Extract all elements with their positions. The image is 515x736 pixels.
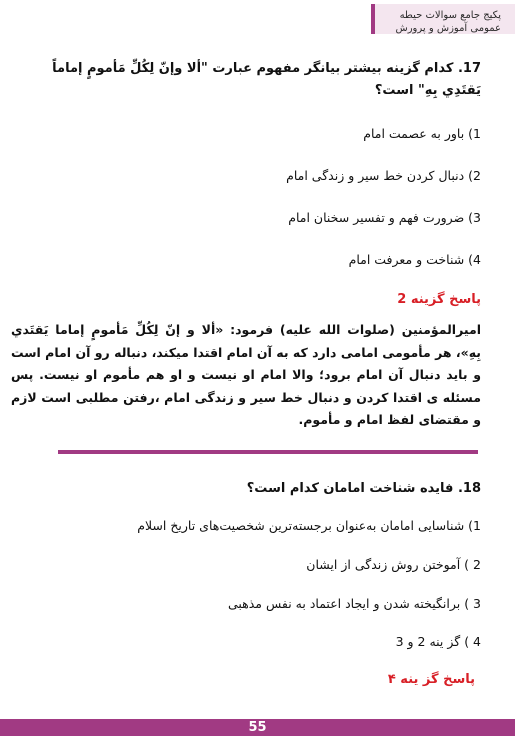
- header-title-line1: پکیج جامع سوالات حیطه: [399, 10, 501, 21]
- question-18-option-3: 3 ) برانگیخته شدن و ایجاد اعتماد به نفس مذهبی: [227, 596, 481, 611]
- question-18-option-1: 1) شناسایی امامان به‌عنوان برجسته‌ترین شخصیت‌های تاریخ اسلام: [137, 518, 481, 533]
- question-18-option-2: 2 ) آموختن روش زندگی از ایشان: [306, 557, 481, 572]
- section-divider: [58, 450, 478, 454]
- question-18-title: 18. فایده شناخت امامان کدام است؟: [246, 481, 481, 496]
- question-17-answer: پاسخ گزینه 2: [397, 292, 481, 307]
- question-17-title: 17. کدام گزینه بیشتر بیانگر مفهوم عبارت "ألا وإنّ لِكُلِّ مَأمومٍ إماماً يَقتَدِي بِهِ" است؟: [52, 61, 481, 98]
- question-17-option-4: 4) شناخت و معرفت امام: [348, 252, 481, 267]
- header-title-line2: عمومی آموزش و پرورش: [395, 23, 501, 34]
- page-number: 55: [248, 720, 267, 735]
- question-17-option-2: 2) دنبال کردن خط سیر و زندگی امام: [286, 168, 481, 183]
- question-17-explanation: امیرالمؤمنین (صلوات الله علیه) فرمود: «ألا و إنّ لِكُلِّ مَأمومٍ إماما يَقتَدي بِهِ»، هر مأمومی امامی دارد که به آن امام اقتدا میکند، دنباله رو آن امام است و باید دنبال آن امام برود؛ والا امام او نیست و او هم مأموم او نیست. پس مسئله ی اقتدا کردن و دنبال خط سیر و زندگی امام ،رفتن مطلبی است لازم و مقتضای لفظ امام و مأموم.: [11, 322, 481, 427]
- question-18-answer: پاسخ گز ینه ۴: [387, 672, 475, 687]
- page-header: [371, 4, 515, 34]
- question-17-option-3: 3) ضرورت فهم و تفسیر سخنان امام: [288, 210, 481, 225]
- question-18-option-4: 4 ) گز ینه 2 و 3: [395, 634, 481, 649]
- question-17-option-1: 1) باور به عصمت امام: [363, 126, 481, 141]
